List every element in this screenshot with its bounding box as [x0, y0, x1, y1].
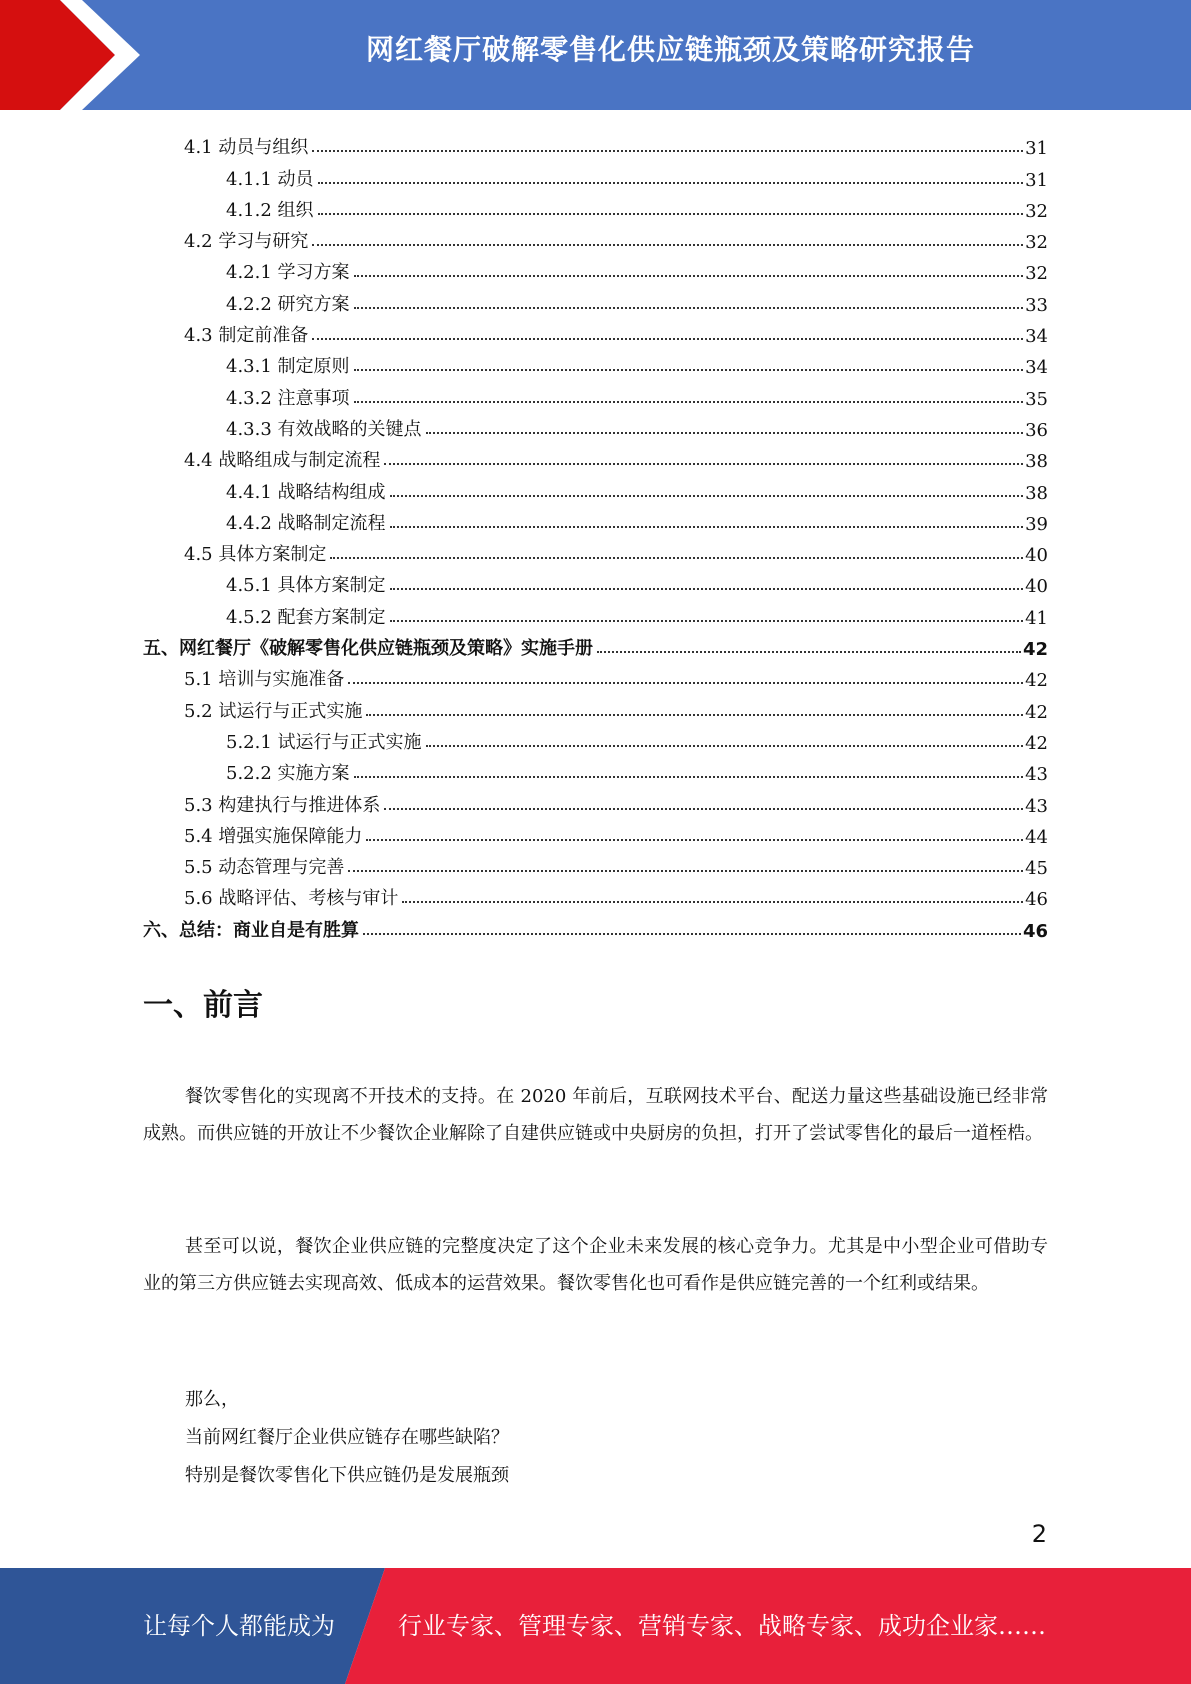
toc-leader-dots	[597, 651, 1021, 653]
toc-leader-dots	[312, 338, 1023, 340]
toc-entry[interactable]	[143, 472, 1048, 503]
toc-leader-dots	[390, 588, 1024, 590]
toc-entry-page: 42	[1025, 670, 1048, 692]
toc-entry-label: 4.4.2 战略制定流程	[226, 512, 386, 534]
toc-entry-label: 5.2.1 试运行与正式实施	[226, 731, 422, 753]
toc-entry-page: 32	[1025, 232, 1048, 254]
toc-entry-page: 40	[1025, 545, 1048, 567]
toc-entry-page: 35	[1025, 388, 1048, 410]
toc-entry-page: 36	[1025, 419, 1048, 441]
toc-leader-dots	[426, 432, 1024, 434]
toc-entry-label: 4.2.2 研究方案	[226, 293, 350, 315]
page-footer	[0, 1568, 1191, 1684]
toc-entry-page: 32	[1025, 263, 1048, 285]
toc-entry-page: 42	[1025, 701, 1048, 723]
toc-entry[interactable]	[143, 504, 1048, 535]
toc-leader-dots	[312, 244, 1023, 246]
toc-entry[interactable]	[143, 316, 1048, 347]
toc-entry-page: 41	[1025, 607, 1048, 629]
toc-entry[interactable]	[143, 191, 1048, 222]
toc-entry-label: 5.4 增强实施保障能力	[184, 825, 363, 847]
toc-entry-page: 38	[1025, 451, 1048, 473]
toc-entry-label: 5.3 构建执行与推进体系	[184, 794, 381, 816]
toc-entry-page: 34	[1025, 357, 1048, 379]
report-title: 网红餐厅破解零售化供应链瓶颈及策略研究报告	[365, 33, 975, 66]
toc-entry-label: 4.5.2 配套方案制定	[226, 606, 386, 628]
toc-entry[interactable]	[143, 785, 1048, 816]
toc-leader-dots	[354, 401, 1024, 403]
toc-entry-label: 4.1.1 动员	[226, 168, 314, 190]
toc-entry[interactable]	[143, 410, 1048, 441]
toc-leader-dots	[354, 275, 1024, 277]
toc-entry-page: 45	[1025, 858, 1048, 880]
toc-entry-page: 46	[1022, 920, 1048, 942]
toc-leader-dots	[426, 745, 1024, 747]
toc-leader-dots	[363, 933, 1021, 935]
toc-entry-label: 4.2 学习与研究	[184, 231, 309, 253]
toc-entry[interactable]	[143, 222, 1048, 253]
toc-entry[interactable]	[143, 284, 1048, 315]
toc-entry[interactable]	[143, 910, 1048, 941]
toc-leader-dots	[348, 682, 1023, 684]
toc-entry[interactable]	[143, 535, 1048, 566]
toc-leader-dots	[390, 495, 1024, 497]
toc-entry-page: 42	[1025, 732, 1048, 754]
toc-entry-label: 4.3.3 有效战略的关键点	[226, 418, 422, 440]
toc-leader-dots	[318, 213, 1024, 215]
text-line-2: 当前网红餐厅企业供应链存在哪些缺陷？	[185, 1427, 509, 1448]
toc-leader-dots	[330, 557, 1023, 559]
page-number: 2	[1031, 1520, 1047, 1548]
toc-leader-dots	[312, 150, 1023, 152]
toc-entry-page: 38	[1025, 482, 1048, 504]
section-heading: 一、前言	[143, 988, 263, 1023]
toc-leader-dots	[390, 526, 1024, 528]
toc-entry-page: 43	[1025, 764, 1048, 786]
toc-entry-page: 33	[1025, 294, 1048, 316]
toc-entry-label: 4.3.1 制定原则	[226, 356, 350, 378]
toc-entry-label: 5.1 培训与实施准备	[184, 669, 345, 691]
toc-entry[interactable]	[143, 159, 1048, 190]
paragraph-2: 甚至可以说，餐饮企业供应链的完整度决定了这个企业未来发展的核心竞争力。尤其是中小型企业可借助专业的第三方供应链去实现高效、低成本的运营效果。餐饮零售化也可看作是供应链完善的一个红利或结果。	[143, 1236, 1048, 1294]
toc-entry-label: 4.5 具体方案制定	[184, 544, 327, 566]
toc-entry-label: 五、网红餐厅《破解零售化供应链瓶颈及策略》实施手册	[143, 638, 593, 660]
toc-entry[interactable]	[143, 629, 1048, 660]
footer-slogan-left: 让每个人都能成为	[143, 1612, 335, 1640]
toc-entry[interactable]	[143, 128, 1048, 159]
toc-leader-dots	[354, 776, 1024, 778]
toc-entry[interactable]	[143, 253, 1048, 284]
toc-leader-dots	[348, 870, 1023, 872]
toc-entry-label: 4.3.2 注意事项	[226, 387, 350, 409]
text-line-3: 特别是餐饮零售化下供应链仍是发展瓶颈	[185, 1465, 509, 1486]
toc-entry-page: 34	[1025, 326, 1048, 348]
toc-entry-page: 42	[1022, 639, 1048, 661]
toc-entry-page: 31	[1025, 138, 1048, 160]
toc-entry[interactable]	[143, 879, 1048, 910]
page-header	[0, 0, 1191, 110]
toc-entry-label: 4.1.2 组织	[226, 199, 314, 221]
toc-entry-label: 六、总结：商业自是有胜算	[143, 919, 359, 941]
toc-leader-dots	[366, 714, 1023, 716]
text-line-1: 那么，	[185, 1389, 239, 1410]
toc-entry-label: 4.5.1 具体方案制定	[226, 575, 386, 597]
toc-entry[interactable]	[143, 597, 1048, 628]
toc-entry-page: 39	[1025, 513, 1048, 535]
toc-entry-page: 32	[1025, 200, 1048, 222]
header-chevron-logo	[0, 0, 150, 110]
toc-entry-page: 44	[1025, 826, 1048, 848]
toc-entry-label: 5.6 战略评估、考核与审计	[184, 888, 399, 910]
toc-entry[interactable]	[143, 566, 1048, 597]
toc-entry[interactable]	[143, 660, 1048, 691]
toc-entry[interactable]	[143, 347, 1048, 378]
toc-leader-dots	[384, 463, 1023, 465]
toc-entry-label: 4.3 制定前准备	[184, 325, 309, 347]
toc-entry-label: 4.4.1 战略结构组成	[226, 481, 386, 503]
footer-slogan-right: 行业专家、管理专家、营销专家、战略专家、成功企业家……	[398, 1612, 1046, 1640]
toc-entry[interactable]	[143, 817, 1048, 848]
toc-entry-label: 5.2.2 实施方案	[226, 763, 350, 785]
table-of-contents	[143, 128, 1048, 942]
toc-leader-dots	[366, 839, 1023, 841]
toc-leader-dots	[390, 620, 1024, 622]
toc-entry[interactable]	[143, 378, 1048, 409]
toc-leader-dots	[402, 901, 1023, 903]
toc-leader-dots	[318, 182, 1024, 184]
toc-entry[interactable]	[143, 691, 1048, 722]
toc-entry-label: 4.4 战略组成与制定流程	[184, 450, 381, 472]
toc-entry[interactable]	[143, 848, 1048, 879]
toc-entry[interactable]	[143, 441, 1048, 472]
paragraph-1: 餐饮零售化的实现离不开技术的支持。在 2020 年前后，互联网技术平台、配送力量这些基础设施已经非常成熟。而供应链的开放让不少餐饮企业解除了自建供应链或中央厨房的负担，打开了尝试零售化的最后一道桎梏。	[143, 1086, 1048, 1144]
toc-entry-page: 40	[1025, 576, 1048, 598]
toc-entry-page: 31	[1025, 169, 1048, 191]
toc-entry[interactable]	[143, 754, 1048, 785]
toc-entry[interactable]	[143, 723, 1048, 754]
toc-entry-label: 5.2 试运行与正式实施	[184, 700, 363, 722]
toc-entry-page: 46	[1025, 889, 1048, 911]
toc-entry-label: 5.5 动态管理与完善	[184, 857, 345, 879]
toc-leader-dots	[384, 808, 1023, 810]
toc-leader-dots	[354, 307, 1024, 309]
toc-entry-page: 43	[1025, 795, 1048, 817]
toc-entry-label: 4.2.1 学习方案	[226, 262, 350, 284]
toc-leader-dots	[354, 369, 1024, 371]
toc-entry-label: 4.1 动员与组织	[184, 137, 309, 159]
